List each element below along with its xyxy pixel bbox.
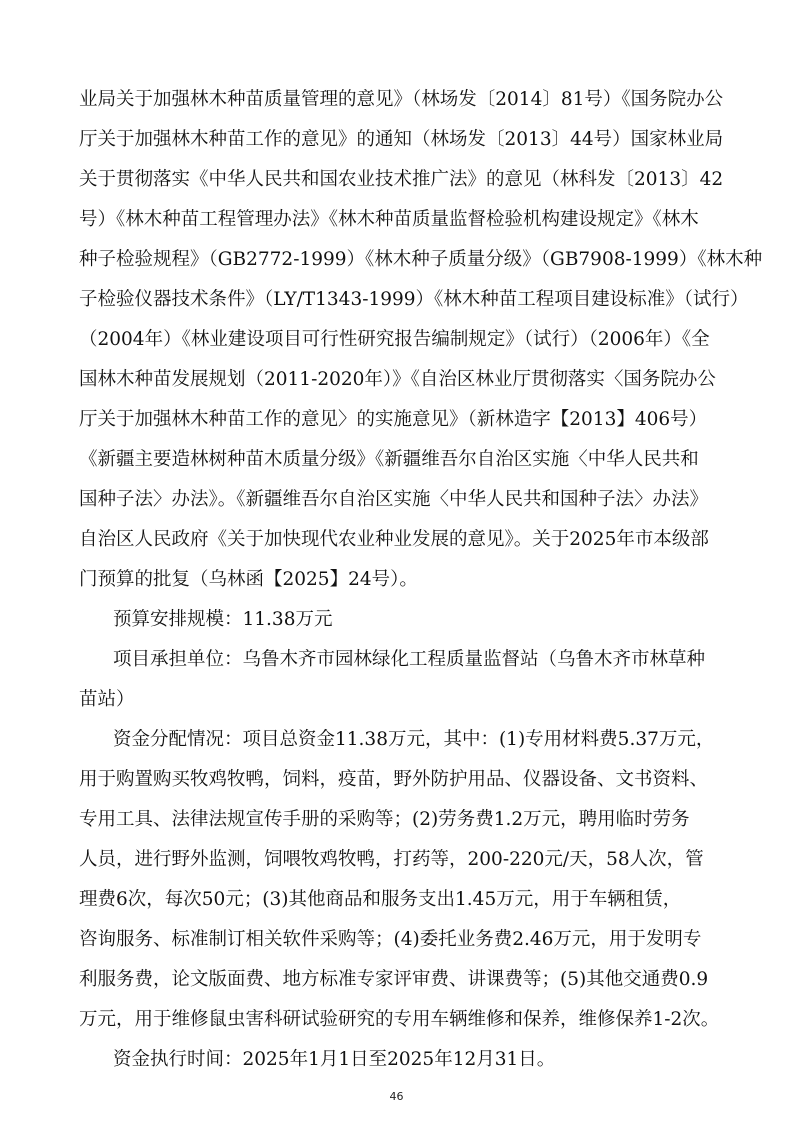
- body-text-line: 国林木种苗发展规划（2011-2020年）》《自治区林业厅贯彻落实〈国务院办公: [79, 369, 716, 390]
- body-text-line: 自治区人民政府《关于加快现代农业种业发展的意见》。关于2025年市本级部: [79, 529, 709, 550]
- body-text-line: 专用工具、法律法规宣传手册的采购等；(2)劳务费1.2万元，聘用临时劳务: [79, 809, 690, 830]
- body-text-line: 用于购置购买牧鸡牧鸭，饲料，疫苗，野外防护用品、仪器设备、文书资料、: [79, 769, 709, 790]
- body-text-line: 理费6次，每次50元；(3)其他商品和服务支出1.45万元，用于车辆租赁，: [79, 889, 682, 910]
- body-text-line: 门预算的批复（乌林函【2025】24号）。: [79, 569, 418, 590]
- body-text-line: 业局关于加强林木种苗质量管理的意见》（林场发〔2014〕81号）《国务院办公: [79, 89, 724, 110]
- body-text-line: 子检验仪器技术条件》（LY/T1343-1999）《林木种苗工程项目建设标准》（试行）: [79, 289, 749, 310]
- body-text-line: 关于贯彻落实《中华人民共和国农业技术推广法》的意见（林科发〔2013〕42: [79, 169, 724, 190]
- body-text-line: 厅关于加强林木种苗工作的意见〉的实施意见》（新林造字【2013】406号）: [79, 409, 708, 430]
- body-text-line: 苗站）: [79, 689, 135, 710]
- execution-time-line: 资金执行时间：2025年1月1日至2025年12月31日。: [113, 1049, 556, 1070]
- project-unit-line: 项目承担单位：乌鲁木齐市园林绿化工程质量监督站（乌鲁木齐市林草种: [113, 649, 706, 670]
- body-text-line: 号）《林木种苗工程管理办法》《林木种苗质量监督检验机构建设规定》《林木: [79, 209, 699, 230]
- body-text-line: 国种子法〉办法》。《新疆维吾尔自治区实施〈中华人民共和国种子法〉办法》: [79, 489, 709, 510]
- page-number: 46: [389, 1090, 404, 1103]
- body-text-line: 《新疆主要造林树种苗木质量分级》《新疆维吾尔自治区实施〈中华人民共和: [79, 449, 699, 470]
- fund-allocation-line: 资金分配情况：项目总资金11.38万元，其中：(1)专用材料费5.37万元，: [113, 729, 715, 750]
- body-text-line: （2004年）《林业建设项目可行性研究报告编制规定》（试行）（2006年）《全: [79, 329, 710, 350]
- body-text-line: 咨询服务、标准制订相关软件采购等；(4)委托业务费2.46万元，用于发明专: [79, 929, 702, 950]
- budget-scale-line: 预算安排规模：11.38万元: [113, 609, 333, 630]
- body-text-line: 人员，进行野外监测，饲喂牧鸡牧鸭，打药等，200-220元/天，58人次，管: [79, 849, 704, 870]
- body-text-line: 万元，用于维修鼠虫害科研试验研究的专用车辆维修和保养，维修保养1-2次。: [79, 1009, 720, 1030]
- body-text-line: 种子检验规程》（GB2772-1999）《林木种子质量分级》（GB7908-1999）《林木种: [79, 249, 763, 270]
- body-text-line: 利服务费，论文版面费、地方标准专家评审费、讲课费等；(5)其他交通费0.9: [79, 969, 709, 990]
- body-text-line: 厅关于加强林木种苗工作的意见》的通知（林场发〔2013〕44号）国家林业局: [79, 129, 724, 150]
